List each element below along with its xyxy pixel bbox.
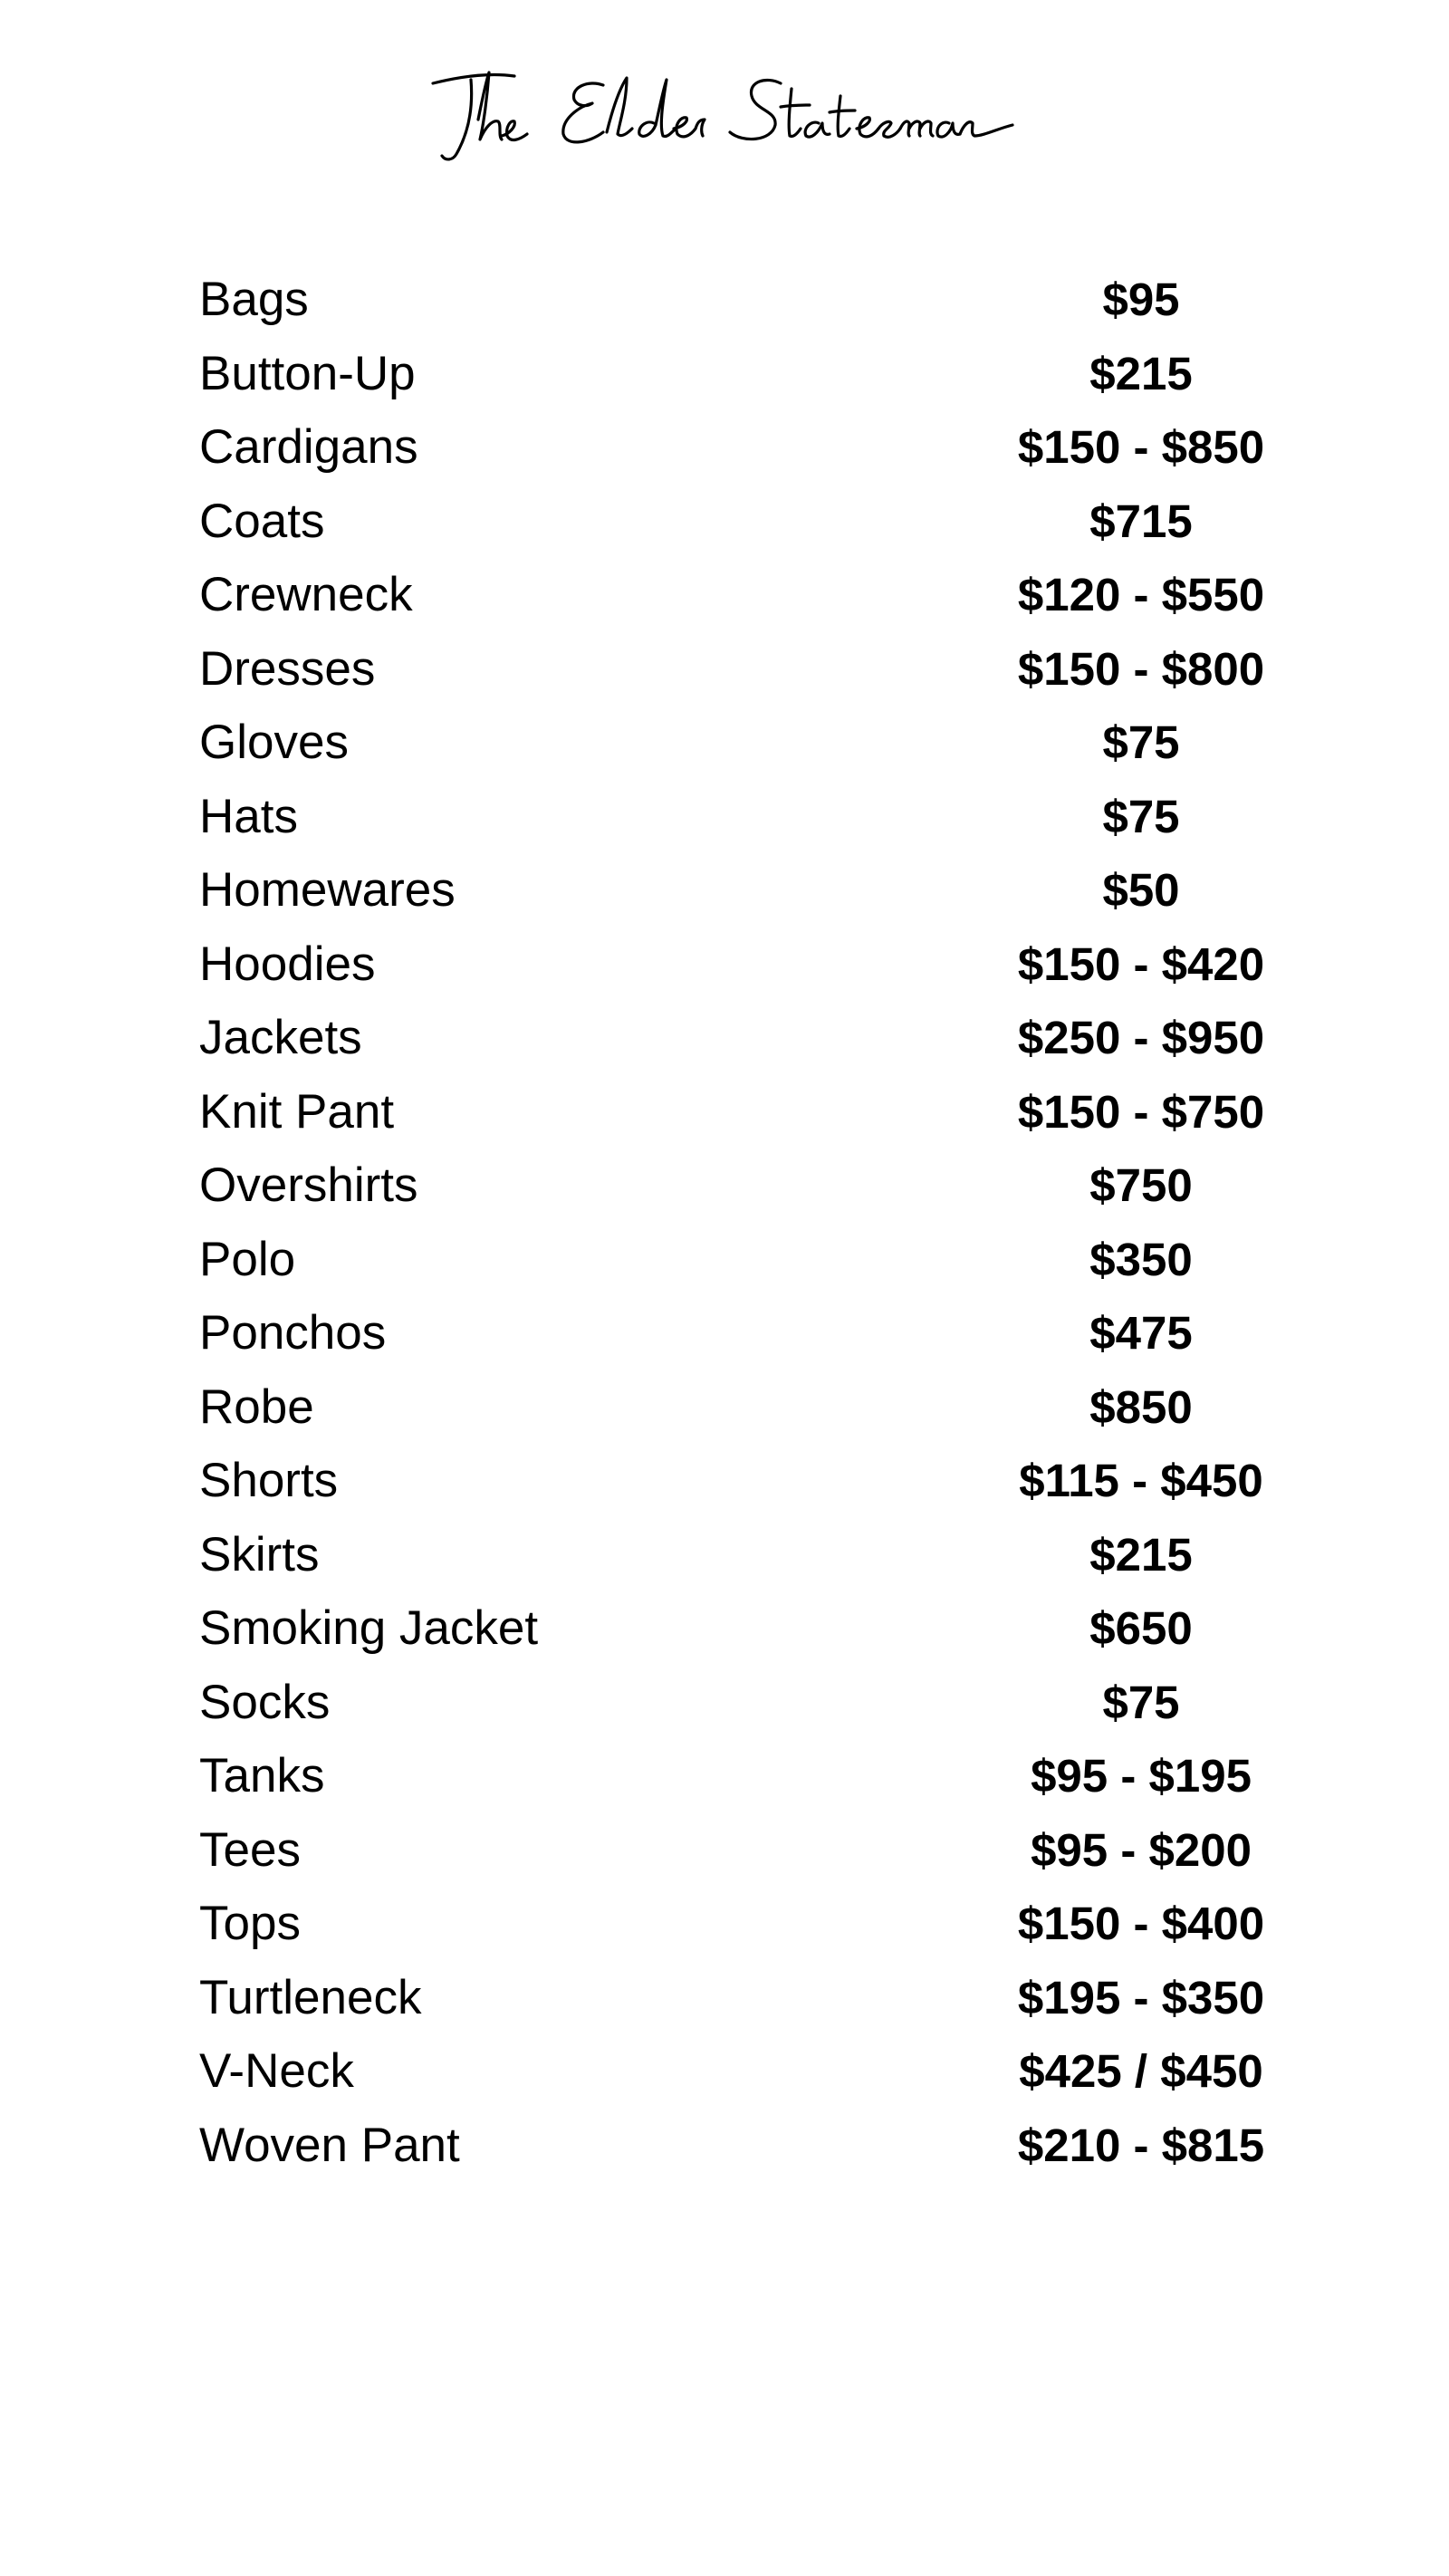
item-price: $350 [1089, 1233, 1193, 1285]
price-row [199, 417, 1304, 491]
price-row [199, 639, 1304, 713]
item-price: $215 [1089, 1528, 1193, 1581]
price-row [199, 712, 1304, 786]
item-price: $195 - $350 [1017, 1971, 1265, 2023]
price-row [199, 491, 1304, 565]
item-price: $215 [1089, 347, 1193, 399]
brand-logo [426, 56, 1023, 174]
item-price: $150 - $400 [1017, 1898, 1265, 1949]
signature-logo-icon [426, 56, 1023, 174]
item-name: Bags [199, 273, 309, 326]
item-name: Cardigans [199, 420, 418, 474]
item-price: $750 [1089, 1159, 1193, 1211]
price-row [199, 1598, 1304, 1672]
item-price: $75 [1102, 1676, 1180, 1728]
item-price: $50 [1102, 864, 1180, 916]
item-name: Gloves [199, 716, 349, 769]
item-price: $250 - $950 [1017, 1012, 1265, 1063]
price-row [199, 860, 1304, 934]
item-price: $210 - $815 [1017, 2119, 1265, 2171]
item-name: Tanks [199, 1749, 325, 1802]
item-price: $75 [1102, 790, 1180, 842]
item-price: $150 - $850 [1017, 421, 1265, 473]
item-name: Shorts [199, 1454, 339, 1507]
price-row [199, 1302, 1304, 1377]
item-price: $75 [1102, 716, 1180, 768]
item-name: Robe [199, 1379, 314, 1434]
item-name: Smoking Jacket [199, 1601, 539, 1655]
price-row [199, 1967, 1304, 2042]
item-name: Crewneck [199, 568, 413, 621]
price-row [199, 1081, 1304, 1156]
item-price: $115 - $450 [1019, 1455, 1263, 1506]
item-name: Tees [199, 1822, 301, 1877]
price-row [199, 1450, 1304, 1524]
item-price: $715 [1089, 495, 1193, 547]
item-price: $95 - $195 [1031, 1750, 1252, 1802]
price-row [199, 1377, 1304, 1451]
item-name: Turtleneck [199, 1970, 422, 2024]
price-row [199, 1672, 1304, 1746]
price-row [199, 1155, 1304, 1229]
item-name: Button-Up [199, 346, 416, 400]
item-name: Skirts [199, 1527, 320, 1581]
item-name: Hoodies [199, 937, 376, 991]
price-list [199, 269, 1304, 2188]
item-price: $95 [1102, 274, 1180, 325]
item-name: Homewares [199, 863, 456, 917]
item-price: $150 - $750 [1017, 1085, 1265, 1138]
item-price: $120 - $550 [1017, 569, 1265, 620]
price-row [199, 1893, 1304, 1967]
item-price: $650 [1089, 1602, 1193, 1654]
price-row [199, 786, 1304, 860]
price-row [199, 343, 1304, 418]
item-name: V-Neck [199, 2044, 354, 2098]
item-price: $850 [1089, 1380, 1193, 1433]
item-name: Dresses [199, 641, 376, 696]
item-price: $475 [1089, 1307, 1193, 1359]
item-price: $95 - $200 [1031, 1823, 1252, 1876]
item-name: Jackets [199, 1011, 362, 1064]
item-name: Polo [199, 1232, 296, 1286]
item-price: $425 / $450 [1019, 2045, 1263, 2097]
price-row [199, 1007, 1304, 1081]
price-row [199, 1745, 1304, 1820]
price-row [199, 2041, 1304, 2115]
item-name: Knit Pant [199, 1084, 395, 1139]
item-price: $150 - $800 [1017, 642, 1265, 695]
price-row [199, 934, 1304, 1008]
price-row [199, 1229, 1304, 1303]
price-row [199, 564, 1304, 639]
price-row [199, 269, 1304, 343]
item-name: Tops [199, 1897, 301, 1950]
item-name: Socks [199, 1675, 331, 1729]
item-name: Hats [199, 789, 298, 843]
item-name: Coats [199, 494, 325, 548]
item-price: $150 - $420 [1017, 937, 1265, 990]
price-row [199, 2115, 1304, 2189]
item-name: Woven Pant [199, 2118, 460, 2172]
item-name: Ponchos [199, 1306, 387, 1360]
price-row [199, 1524, 1304, 1599]
item-name: Overshirts [199, 1158, 418, 1212]
price-row [199, 1820, 1304, 1894]
